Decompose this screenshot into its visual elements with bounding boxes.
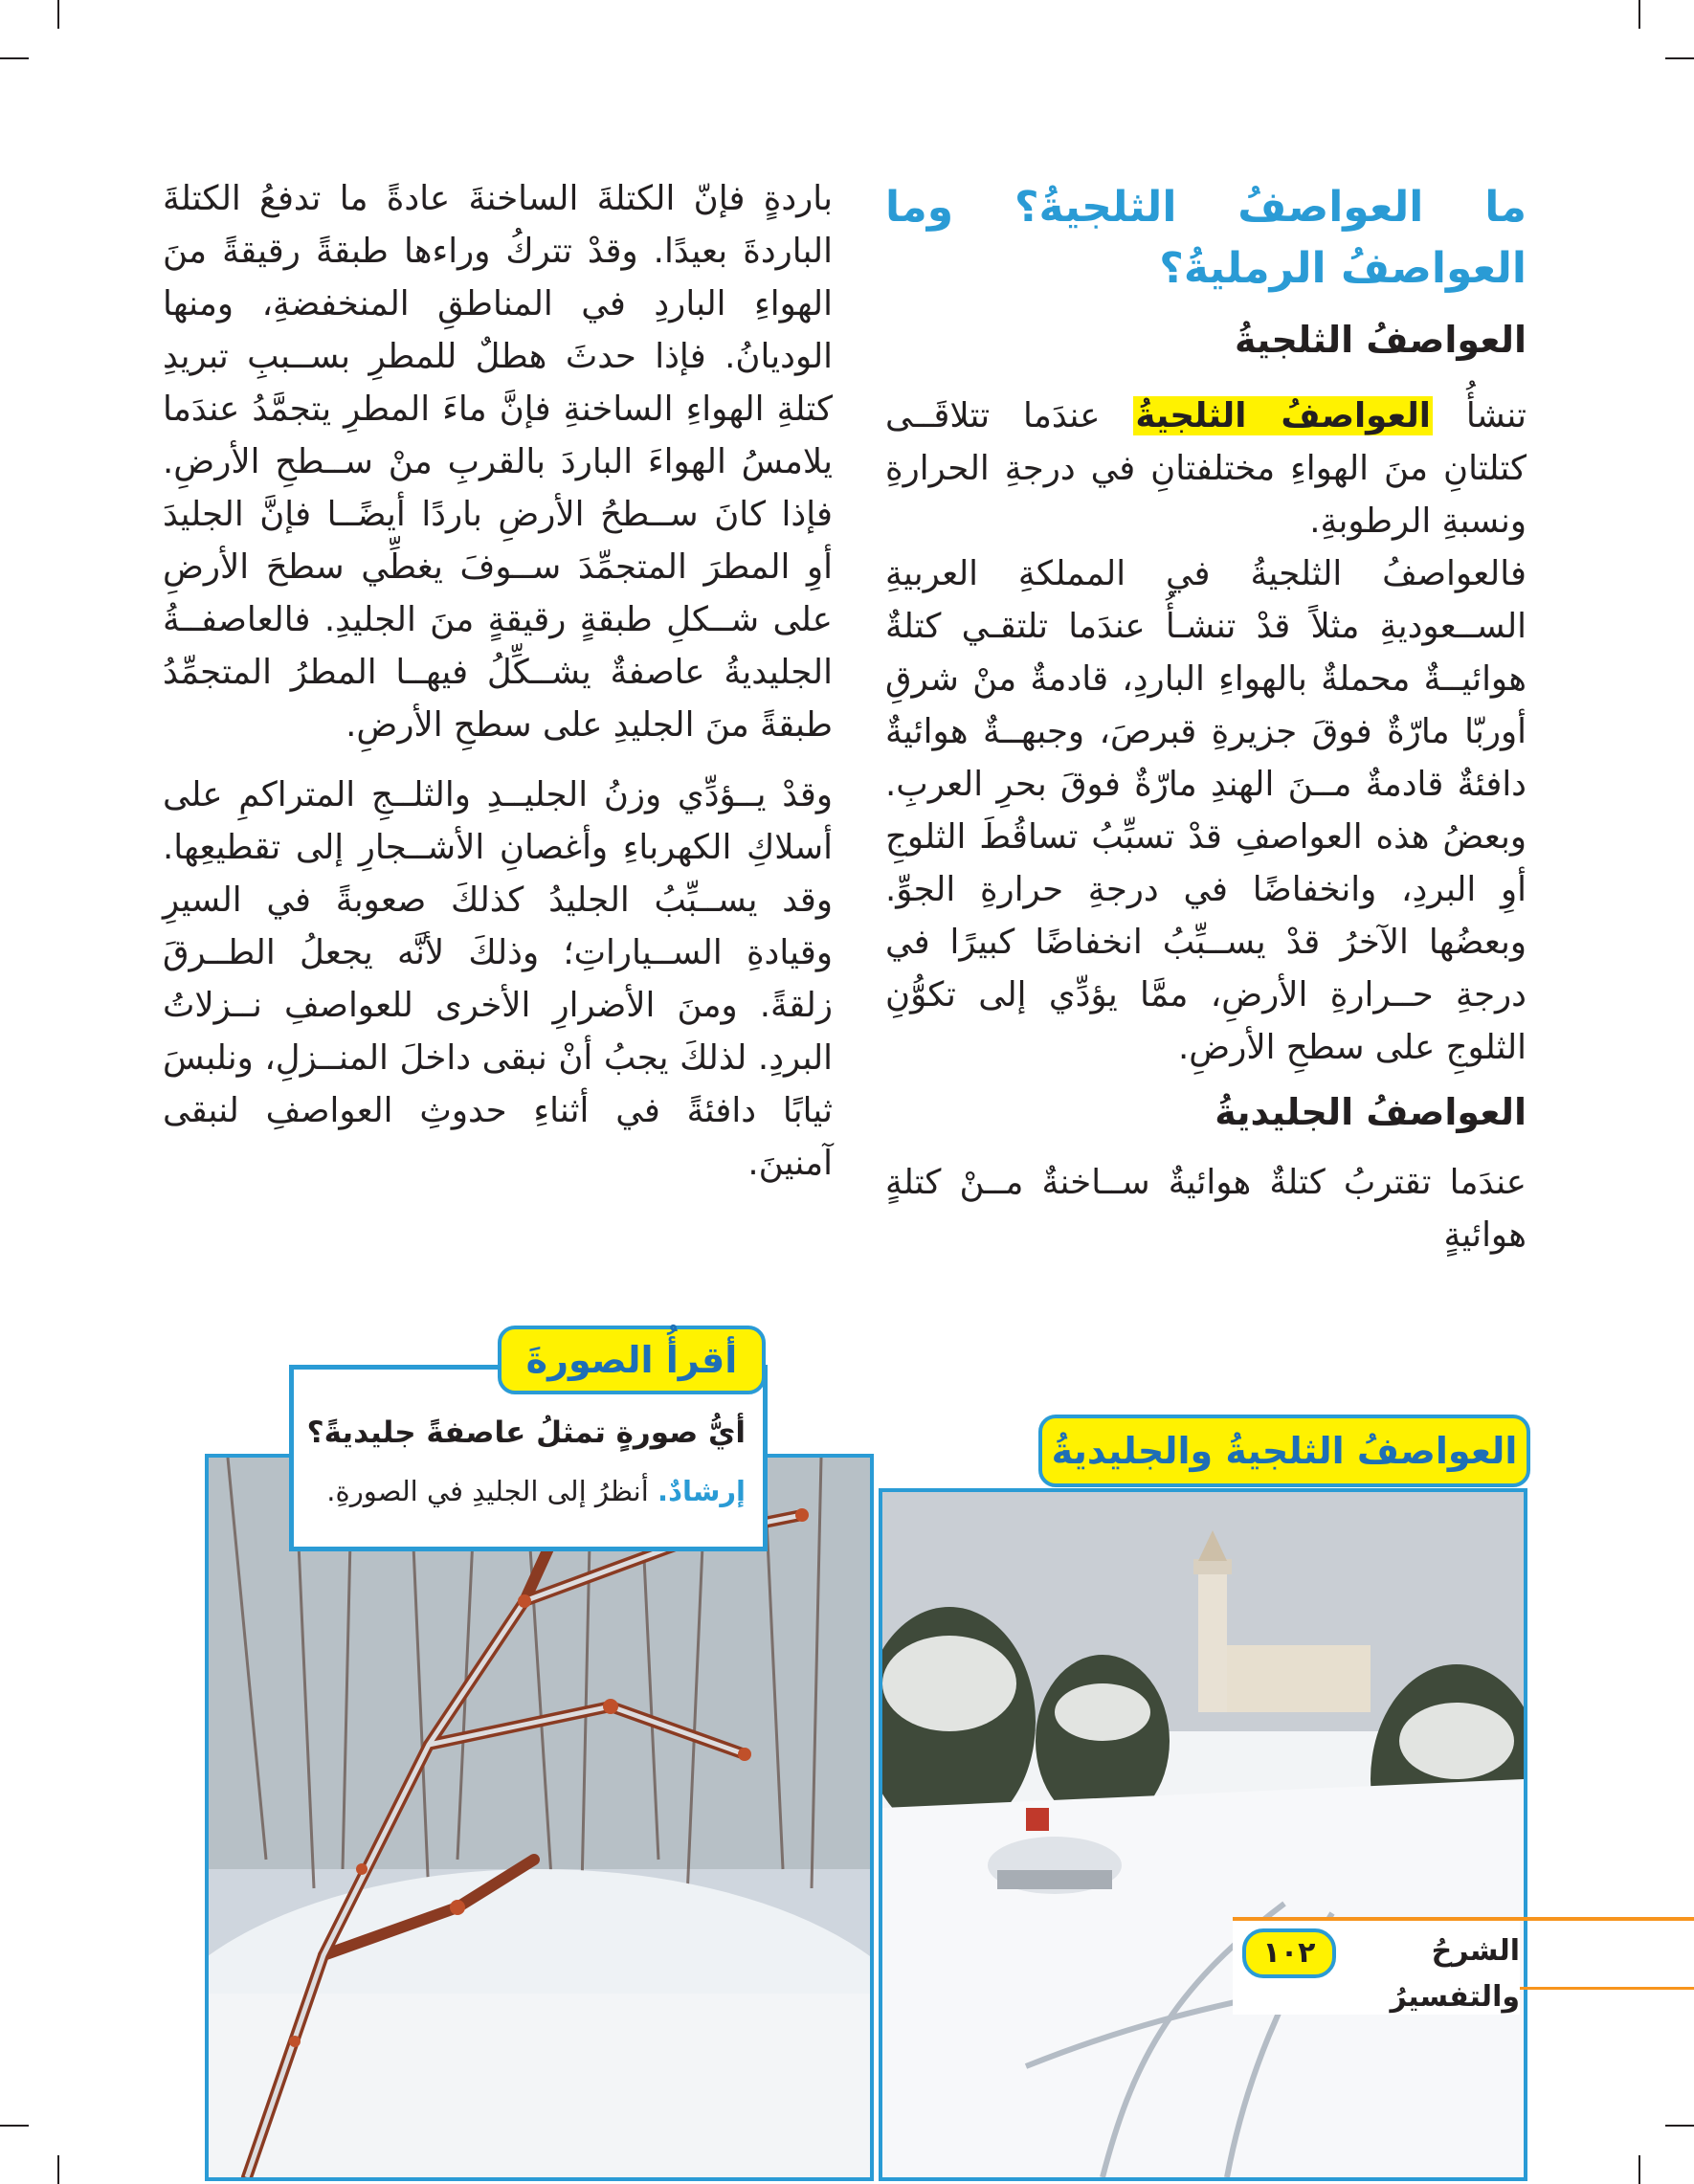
crop-mark <box>57 2155 59 2184</box>
page-number: ١٠٢ <box>1242 1928 1336 1978</box>
crop-mark <box>1665 57 1694 59</box>
ice-storms-heading: العواصفُ الجليديةُ <box>1215 1091 1527 1133</box>
crop-mark <box>0 57 29 59</box>
snowy-street-image <box>882 1492 1524 2177</box>
section-title: ما العواصفُ الثلجيةُ؟ وما العواصفُ الرمليةُ؟ <box>885 183 1527 293</box>
snow-paragraph-2: فالعواصفُ الثلجيةُ في المملكةِ العربيةِ الســعوديةِ مثلاً قدْ تنشـأُ عندَما تلتقـي كتلةٌ هوائيــةٌ محملةٌ بالهواءِ الباردِ، قادمةٌ منْ شرقِ أوربّا مارّةٌ فوقَ جزيرةِ قبرصَ، وجبهــةٌ هوائيةٌ دافئةٌ قادمةٌ مــنَ الهندِ مارّةٌ فوقَ بحرِ العربِ. وبعضُ هذه العواصفِ قدْ تسبِّبُ تساقُطَ الثلوجِ أوِ البردِ، وانخفاضًا في درجةِ حرارةِ الجوِّ. وبعضُها الآخرُ قدْ يســبِّبُ انخفاضًا كبيرًا في درجةِ حــرارةِ الأرضِ، ممَّا يؤدِّي إلى تكوُّنِ الثلوجِ على سطحِ الأرضِ. <box>885 554 1527 1067</box>
right-column <box>885 177 1527 1261</box>
footer-line <box>1512 1917 1694 1921</box>
hint-label: إرشادٌ. <box>658 1475 746 1507</box>
snow-paragraph-1: تنشأُ العواصفُ الثلجيةُ عندَما تتلاقَــى كتلتانِ منَ الهواءِ مختلفتانِ في درجةِ الحرارةِ ونسبةِ الرطوبةِ. <box>885 396 1527 541</box>
crop-mark <box>57 0 59 29</box>
key-term-highlight: العواصفُ الثلجيةُ <box>1135 396 1431 435</box>
snow-storms-heading: العواصفُ الثلجيةُ <box>1234 319 1527 361</box>
snowy-street-photo <box>879 1488 1527 2181</box>
crop-mark <box>1638 0 1640 29</box>
ice-branches-image <box>209 1458 870 2177</box>
crop-mark <box>0 2125 29 2127</box>
ice-paragraph-2: وقدْ يــؤدِّي وزنُ الجليــدِ والثلــجِ المتراكمِ على أسلاكِ الكهرباءِ وأغصانِ الأشــجارِ إلى تقطيعِها. وقد يســبِّبُ الجليدُ كذلكَ صعوبةً في السيرِ وقيادةِ الســياراتِ؛ وذلكَ لأنَّه يجعلُ الطــرقَ زلقةً. ومنَ الأضرارِ الأخرى للعواصفِ نــزلاتُ البردِ. لذلكَ يجبُ أنْ نبقى داخلَ المنــزلِ، ونلبسَ ثيابًا دافئةً في أثناءِ حدوثِ العواصفِ لنبقى آمنينَ. <box>163 775 833 1183</box>
read-image-tag: أقرأُ الصورةَ <box>498 1326 766 1394</box>
crop-mark <box>1638 2155 1640 2184</box>
figure-tag: العواصفُ الثلجيةُ والجليديةُ <box>1038 1415 1530 1487</box>
footer-label: الشرحُ والتفسيرُ <box>1390 1934 1520 2014</box>
crop-mark <box>1665 2125 1694 2127</box>
left-column <box>163 172 833 1190</box>
read-image-hint <box>326 1475 746 1507</box>
read-image-question: أيُّ صورةٍ تمثلُ عاصفةً جليديةً؟ <box>306 1415 746 1450</box>
hint-text: أنظرُ إلى الجليدِ في الصورةِ. <box>326 1475 649 1507</box>
ice-branches-photo <box>205 1454 874 2181</box>
ice-paragraph-1-continued: باردةٍ فإنّ الكتلةَ الساخنةَ عادةً ما تدفعُ الكتلةَ الباردةَ بعيدًا. وقدْ تتركُ وراءها طبقةً رقيقةً منَ الهواءِ الباردِ في المناطقِ المنخفضةِ، ومنها الوديانُ. فإذا حدثَ هطلٌ للمطرِ بســببِ تبريدِ كتلةِ الهواءِ الساخنةِ فإنَّ ماءَ المطرِ يتجمَّدُ عندَما يلامسُ الهواءَ الباردَ بالقربِ منْ ســطحِ الأرضِ. فإذا كانَ ســطحُ الأرضِ باردًا أيضًــا فإنَّ الجليدَ أوِ المطرَ المتجمِّدَ ســوفَ يغطِّي سطحَ الأرضِ على شــكلِ طبقةٍ رقيقةٍ منَ الجليدِ. فالعاصفــةُ الجليديةُ عاصفةٌ يشــكِّلُ فيهــا المطرُ المتجمِّدُ طبقةً منَ الجليدِ على سطحِ الأرضِ. <box>163 179 833 745</box>
ice-paragraph-1-start: عندَما تقتربُ كتلةٌ هوائيةٌ ســاخنةٌ مــنْ كتلةٍ هوائيةٍ <box>885 1163 1527 1255</box>
